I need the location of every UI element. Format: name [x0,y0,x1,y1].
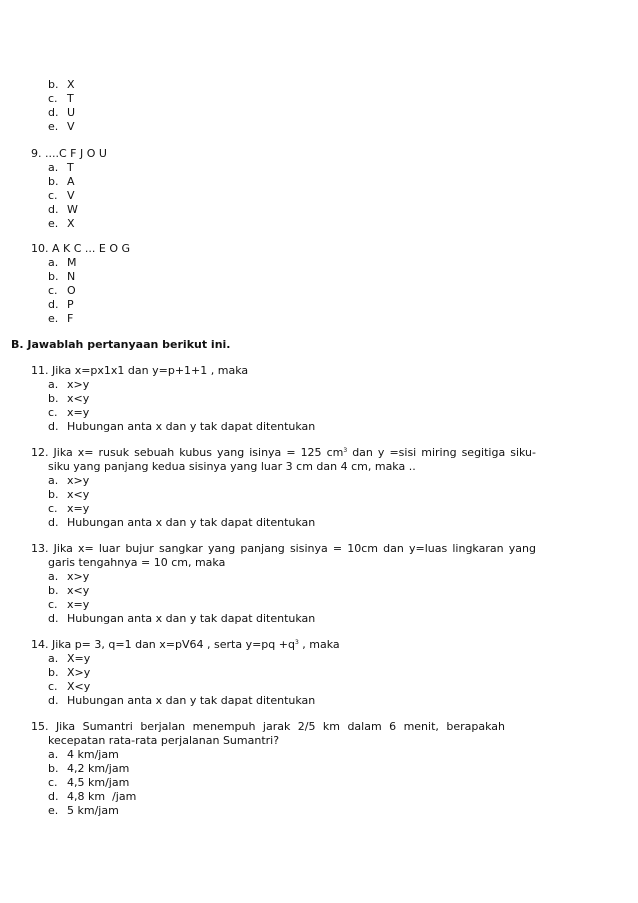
option-b: b. x<y [48,584,90,597]
option-e: e. X [48,217,75,230]
question-14: 14. Jika p= 3, q=1 dan x=pV64 , serta $y=pq +q^3$ , maka [31,638,340,651]
option-b: b. N [48,270,76,283]
question-9: 9. ....C F J O U [31,147,107,160]
option-d: d. W [48,203,78,216]
question-10: 10. A K C ... E O G [31,242,131,255]
option-d: d. Hubungan anta x dan y tak dapat ditentukan [48,420,316,433]
option-c: c. x=y [48,502,90,515]
option-d: d. 4,8 km /jam [48,790,137,803]
section-b-heading: B. Jawablah pertanyaan berikut ini. [11,338,231,351]
option-d: d. Hubungan anta x dan y tak dapat ditentukan [48,694,316,707]
option-a: a. X=y [48,652,91,665]
option-c: c. V [48,189,75,202]
option-a: a. x>y [48,570,90,583]
option-c: c. T [48,92,74,105]
option-c: c. O [48,284,76,297]
option-d: d. U [48,106,76,119]
option-b: b. x<y [48,392,90,405]
option-c: c. X<y [48,680,91,693]
option-d: d. P [48,298,74,311]
unit-cm3: $cm^3$ [326,446,348,459]
question-12-line-2: siku yang panjang kedua sisinya yang luar 3 cm dan 4 cm, maka .. [48,460,416,473]
option-e: e. V [48,120,75,133]
question-13-line-2: garis tengahnya = 10 cm, maka [48,556,226,569]
option-b: b. 4,2 km/jam [48,762,130,775]
option-c: c. x=y [48,406,90,419]
option-d: d. Hubungan anta x dan y tak dapat ditentukan [48,516,316,529]
question-13-line-1: 13. Jika x= luar bujur sangkar yang panjang sisinya = 10cm dan y=luas lingkaran yang [31,542,536,555]
option-a: a. T [48,161,74,174]
option-a: a. 4 km/jam [48,748,119,761]
option-d: d. Hubungan anta x dan y tak dapat ditentukan [48,612,316,625]
question-15-line-1: 15. Jika Sumantri berjalan menempuh jarak 2/5 km dalam 6 menit, berapakah [31,720,505,733]
option-b: b. X>y [48,666,91,679]
option-b: b. A [48,175,75,188]
option-a: a. x>y [48,378,90,391]
option-e: e. F [48,312,74,325]
option-c: c. x=y [48,598,90,611]
question-12-line-1: 12. Jika x= rusuk sebuah kubus yang isinya = 125 $cm^3$ dan y =sisi miring segitiga siku- [31,446,536,459]
question-11: 11. Jika x=px1x1 dan y=p+1+1 , maka [31,364,249,377]
question-15-line-2: kecepatan rata-rata perjalanan Sumantri? [48,734,280,747]
option-c: c. 4,5 km/jam [48,776,130,789]
option-a: a. x>y [48,474,90,487]
option-b: b. x<y [48,488,90,501]
option-b: b. X [48,78,75,91]
option-e: e. 5 km/jam [48,804,119,817]
option-a: a. M [48,256,77,269]
